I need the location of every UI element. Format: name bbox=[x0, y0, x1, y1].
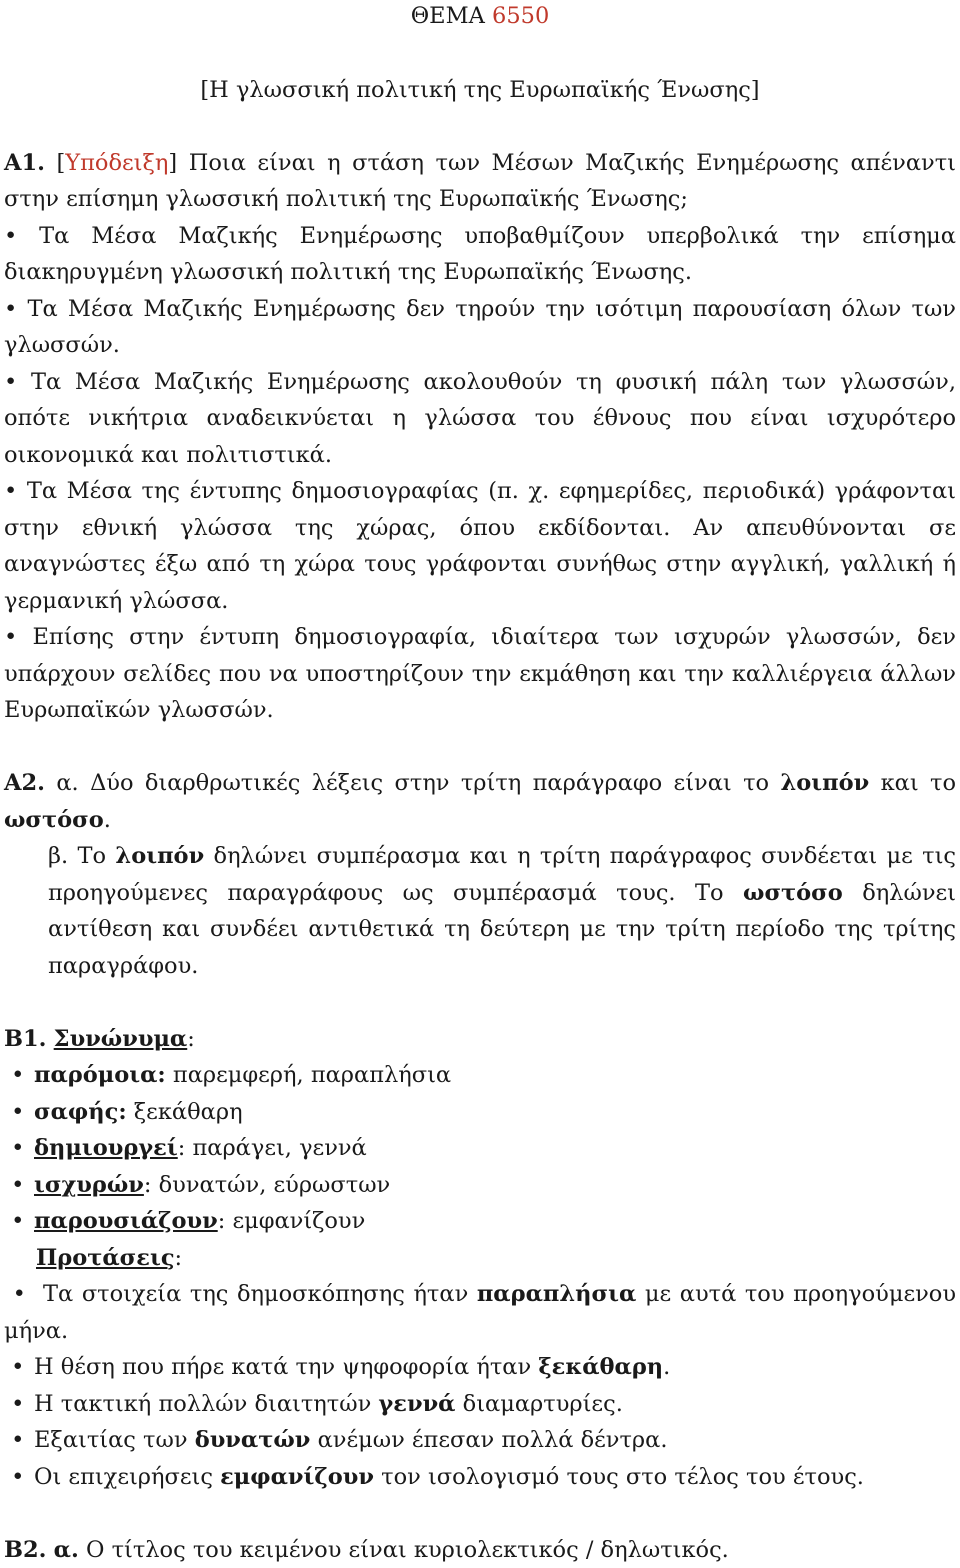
section-a1 bbox=[4, 145, 956, 729]
theme-label: ΘΕΜΑ bbox=[411, 3, 485, 29]
document-title bbox=[4, 0, 956, 35]
b2-label: Β2. bbox=[4, 1537, 47, 1563]
list-item: • Τα Μέσα της έντυπης δημοσιογραφίας (π. χ. εφημερίδες, περιοδικά) γράφονται στην εθνική γλώσσα της χώρας, όπου εκδίδονται. Αν απευθύνονται σε αναγνώστες έξω από τη χώρα τους γράφονται συνήθως στην αγγλική, γαλλική ή γερμανική γλώσσα. bbox=[4, 473, 956, 619]
list-item: • Εξαιτίας των δυνατών ανέμων έπεσαν πολλά δέντρα. bbox=[4, 1422, 956, 1459]
a1-question: Α1. [Υπόδειξη] Ποια είναι η στάση των Μέσων Μαζικής Ενημέρωσης απέναντι στην επίσημη γλωσσική πολιτική της Ευρωπαϊκής Ένωσης; bbox=[4, 145, 956, 218]
sentences-label: Προτάσεις bbox=[36, 1245, 175, 1271]
list-item: • σαφής: ξεκάθαρη bbox=[4, 1094, 956, 1131]
b2-paragraph: Β2. α. Ο τίτλος του κειμένου είναι κυριολεκτικός / δηλωτικός. bbox=[4, 1532, 956, 1568]
list-item: • δημιουργεί: παράγει, γεννά bbox=[4, 1130, 956, 1167]
b1-heading: Β1. Συνώνυμα: bbox=[4, 1021, 956, 1058]
document-subtitle: [Η γλωσσική πολιτική της Ευρωπαϊκής Ένωσης] bbox=[4, 72, 956, 109]
a1-label: Α1. bbox=[4, 150, 45, 176]
section-a2 bbox=[4, 765, 956, 984]
list-item: • Η θέση που πήρε κατά την ψηφοφορία ήταν ξεκάθαρη. bbox=[4, 1349, 956, 1386]
sentences-heading: Προτάσεις: bbox=[4, 1240, 956, 1277]
list-item: • Τα Μέσα Μαζικής Ενημέρωσης ακολουθούν τη φυσική πάλη των γλωσσών, οπότε νικήτρια αναδεικνύεται η γλώσσα του έθνους που είναι ισχυρότερο οικονομικά και πολιτιστικά. bbox=[4, 364, 956, 474]
list-item: • παρόμοια: παρεμφερή, παραπλήσια bbox=[4, 1057, 956, 1094]
section-b2 bbox=[4, 1532, 956, 1568]
synonyms-label: Συνώνυμα bbox=[54, 1026, 188, 1052]
b1-label: Β1. bbox=[4, 1026, 47, 1052]
hint-link[interactable]: Υπόδειξη bbox=[65, 150, 168, 176]
section-b1 bbox=[4, 1021, 956, 1496]
list-item: • Τα Μέσα Μαζικής Ενημέρωσης δεν τηρούν την ισότιμη παρουσίαση όλων των γλωσσών. bbox=[4, 291, 956, 364]
list-item: • Τα Μέσα Μαζικής Ενημέρωσης υποβαθμίζουν υπερβολικά την επίσημα διακηρυγμένη γλωσσική πολιτική της Ευρωπαϊκής Ένωσης. bbox=[4, 218, 956, 291]
list-item: • Επίσης στην έντυπη δημοσιογραφία, ιδιαίτερα των ισχυρών γλωσσών, δεν υπάρχουν σελίδες που να υποστηρίζουν την εκμάθηση και την καλλιέργεια άλλων Ευρωπαϊκών γλωσσών. bbox=[4, 619, 956, 729]
a2-a-paragraph: Α2. α. Δύο διαρθρωτικές λέξεις στην τρίτη παράγραφο είναι το λοιπόν και το ωστόσο. bbox=[4, 765, 956, 838]
a2-label: Α2. bbox=[4, 770, 45, 796]
list-item: • Η τακτική πολλών διαιτητών γεννά διαμαρτυρίες. bbox=[4, 1386, 956, 1423]
list-item: • Οι επιχειρήσεις εμφανίζουν τον ισολογισμό τους στο τέλος του έτους. bbox=[4, 1459, 956, 1496]
list-item: • ισχυρών: δυνατών, εύρωστων bbox=[4, 1167, 956, 1204]
theme-number: 6550 bbox=[492, 3, 549, 29]
a1-question-text: Ποια είναι η στάση των Μέσων Μαζικής Ενημέρωσης απέναντι στην επίσημη γλωσσική πολιτική της Ευρωπαϊκής Ένωσης; bbox=[4, 150, 956, 213]
list-item: • Τα στοιχεία της δημοσκόπησης ήταν παραπλήσια με αυτά του προηγούμενου μήνα. bbox=[4, 1276, 956, 1349]
list-item: • παρουσιάζουν: εμφανίζουν bbox=[4, 1203, 956, 1240]
a2-b-paragraph: β. Το λοιπόν δηλώνει συμπέρασμα και η τρίτη παράγραφος συνδέεται με τις προηγούμενες παραγράφους ως συμπέρασμά τους. Το ωστόσο δηλώνει αντίθεση και συνδέει αντιθετικά τη δεύτερη με την τρίτη περίοδο της τρίτης παραγράφου. bbox=[4, 838, 956, 984]
